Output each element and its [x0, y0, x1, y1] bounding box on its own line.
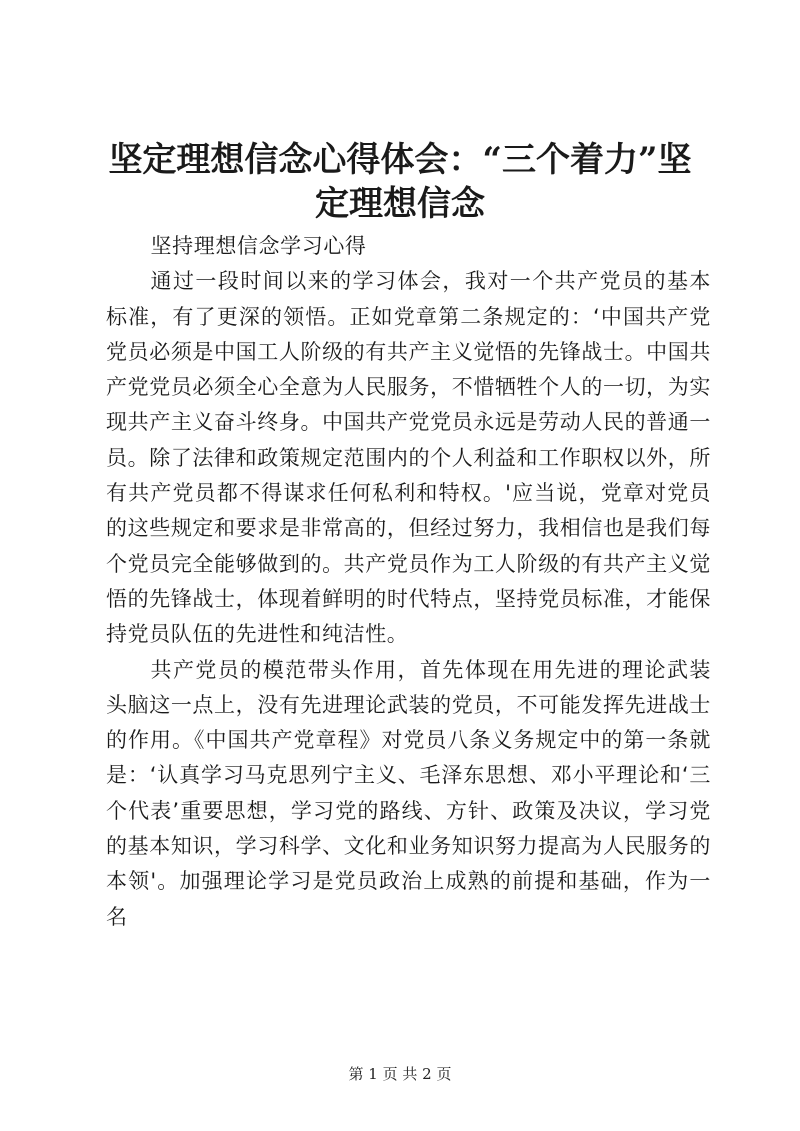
document-body: [106, 229, 711, 935]
document-title: 坚定理想信念心得体会：“三个着力”坚定理想信念: [108, 140, 692, 224]
paragraph: 共产党员的模范带头作用，首先体现在用先进的理论武装头脑这一点上，没有先进理论武装的党员，不可能发挥先进战士的作用。《中国共产党章程》对党员八条义务规定中的第一条就是：‘认真学习马克思列宁主义、毛泽东思想、邓小平理论和‘三个代表’重要思想，学习党的路线、方针、政策及决议，学习党的基本知识，学习科学、文化和业务知识努力提高为人民服务的本领'。加强理论学习是党员政治上成熟的前提和基础，作为一名: [106, 657, 711, 929]
document-subtitle: 坚持理想信念学习心得: [150, 234, 367, 258]
paragraph: 通过一段时间以来的学习体会，我对一个共产党员的基本标准，有了更深的领悟。正如党章第二条规定的：‘中国共产党党员必须是中国工人阶级的有共产主义觉悟的先锋战士。中国共产党党员必须全心全意为人民服务，不惜牺牲个人的一切，为实现共产主义奋斗终身。中国共产党党员永远是劳动人民的普通一员。除了法律和政策规定范围内的个人利益和工作职权以外，所有共产党员都不得谋求任何私利和特权。'应当说，党章对党员的这些规定和要求是非常高的，但经过努力，我相信也是我们每个党员完全能够做到的。共产党员作为工人阶级的有共产主义觉悟的先锋战士，体现着鲜明的时代特点，坚持党员标准，才能保持党员队伍的先进性和纯洁性。: [106, 269, 711, 647]
page-indicator: 第 1 页 共 2 页: [348, 1065, 452, 1083]
